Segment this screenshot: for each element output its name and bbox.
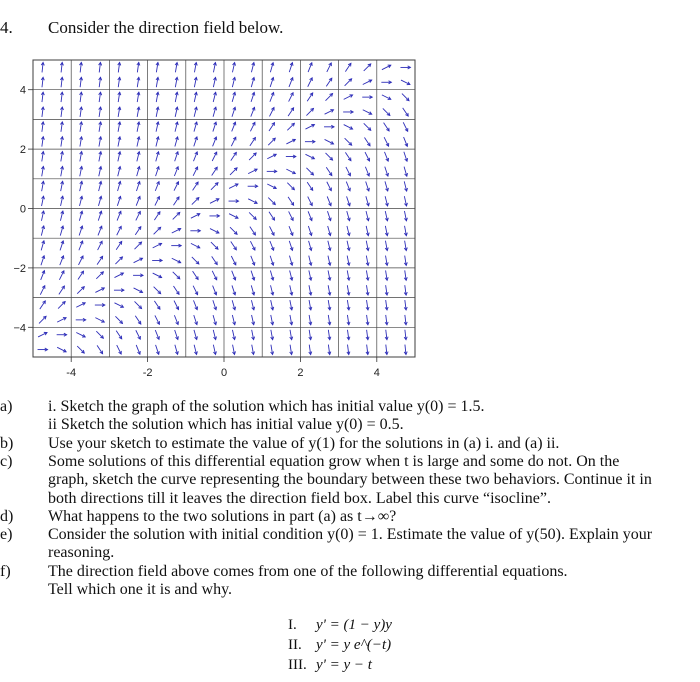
y-tick-label: 0 — [19, 203, 26, 216]
part-text-line: What happens to the two solutions in part (a) as t→∞? — [48, 507, 397, 525]
part-label: a) — [0, 398, 13, 415]
slope-arrow — [287, 183, 294, 190]
slope-arrow — [77, 346, 84, 353]
slope-arrow — [135, 242, 142, 249]
part-text-line: Consider the solution with initial condition y(0) = 1. Estimate the value of y(50). Explain your — [48, 526, 653, 544]
slope-arrow — [383, 108, 390, 115]
y-tick-label: 2 — [19, 144, 26, 157]
part-text-line: The direction field above comes from one of the following differential equations. — [48, 562, 568, 580]
part-label: b) — [0, 434, 14, 452]
x-tick-label: -4 — [66, 367, 77, 379]
slope-arrow — [230, 227, 237, 234]
part-text-line: graph, sketch the curve representing the boundary between these two behaviors. Continue it in — [48, 471, 652, 489]
part-label: c) — [0, 452, 13, 470]
slope-arrow — [268, 138, 275, 145]
slope-arrow — [154, 227, 161, 234]
slope-arrow — [115, 316, 122, 323]
slope-arrow — [345, 79, 352, 86]
slope-arrow — [96, 272, 103, 279]
equation-text: y' = (1 − y)y — [316, 617, 392, 633]
slope-arrow — [268, 198, 275, 205]
question-number: 4. — [0, 18, 13, 37]
x-tick-label: -2 — [142, 367, 153, 379]
slope-arrow — [173, 272, 180, 279]
equation-number: III. — [288, 657, 307, 673]
slope-arrow — [249, 212, 256, 219]
part-label: e) — [0, 526, 13, 544]
question-title: Consider the direction field below. — [48, 18, 284, 37]
equation-number: I. — [288, 617, 297, 633]
slope-arrow — [173, 212, 180, 219]
part-text-line: ii Sketch the solution which has initial value y(0) = 0.5. — [48, 416, 404, 434]
slope-arrow — [96, 331, 103, 338]
slope-arrow — [154, 287, 161, 294]
equation-number: II. — [288, 637, 302, 653]
slope-arrow — [192, 257, 199, 264]
slope-arrow — [326, 94, 333, 101]
part-label: d) — [0, 507, 14, 525]
slope-arrow — [287, 123, 294, 130]
slope-arrow — [211, 242, 218, 249]
equation-text: y' = y − t — [316, 657, 372, 673]
slope-arrow — [192, 198, 199, 205]
x-tick-label: 0 — [220, 367, 228, 379]
slope-arrow — [211, 183, 218, 190]
part-text-line: both directions till it leaves the direction field box. Label this curve “isocline”. — [48, 489, 551, 507]
slope-arrow — [326, 153, 333, 160]
slope-arrow — [77, 287, 84, 294]
part-text-line: i. Sketch the graph of the solution which has initial value y(0) = 1.5. — [48, 398, 485, 415]
equation-text: y' = y e^(−t) — [316, 637, 392, 653]
x-tick-label: 2 — [297, 367, 304, 379]
y-tick-label: −4 — [13, 322, 26, 335]
part-label: f) — [0, 562, 11, 580]
part-text-line: reasoning. — [48, 544, 115, 562]
slope-arrow — [402, 94, 409, 101]
part-text-line: Tell which one it is and why. — [48, 581, 233, 598]
slope-arrow — [249, 153, 256, 160]
slope-arrow — [135, 301, 142, 308]
slope-arrow — [58, 301, 65, 308]
part-text-line: Some solutions of this differential equation grow when t is large and some do not. On the — [48, 452, 620, 470]
slope-arrow — [364, 123, 371, 130]
slope-arrow — [39, 316, 46, 323]
y-tick-label: −2 — [13, 262, 26, 275]
slope-arrow — [364, 64, 371, 71]
slope-arrow — [230, 168, 237, 175]
slope-arrow — [115, 257, 122, 264]
y-tick-label: 4 — [19, 84, 26, 97]
slope-arrow — [306, 168, 313, 175]
slope-arrow — [306, 108, 313, 115]
x-tick-label: 4 — [373, 367, 380, 379]
part-text-line: Use your sketch to estimate the value of y(1) for the solutions in (a) i. and (a) ii. — [48, 434, 560, 452]
slope-arrow — [345, 138, 352, 145]
